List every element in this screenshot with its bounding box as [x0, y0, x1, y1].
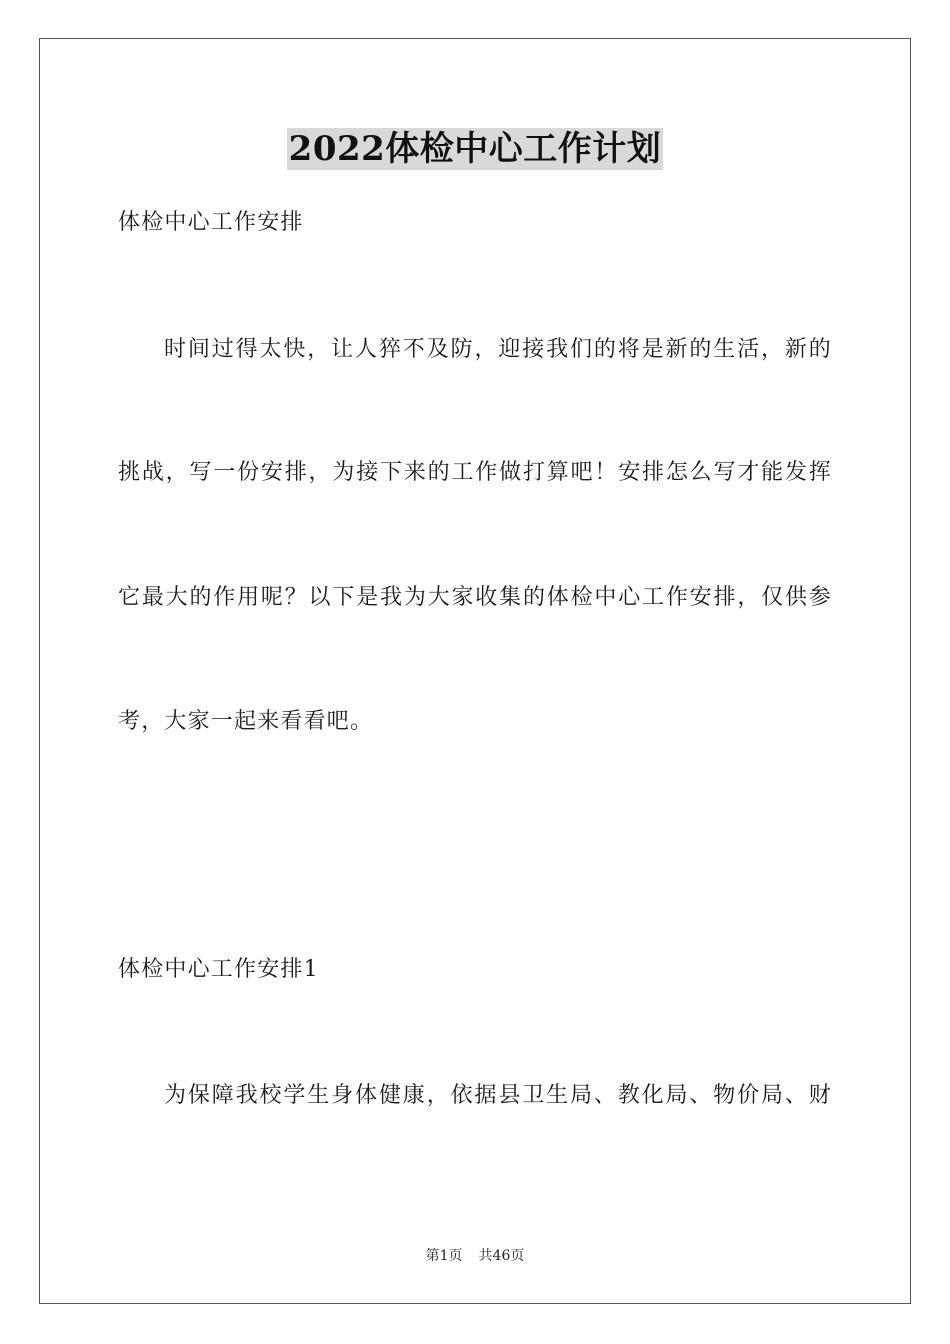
document-title: 2022体检中心工作计划: [288, 129, 662, 169]
page-footer: [0, 1246, 950, 1266]
page-number: 第1页: [425, 1248, 463, 1264]
title-container: [0, 128, 950, 170]
paragraph-line: 为保障我校学生身体健康，依据县卫生局、教化局、物价局、财: [164, 1083, 832, 1108]
section-heading: 体检中心工作安排: [118, 210, 304, 235]
paragraph-line: 考，大家一起来看看吧。: [118, 709, 374, 734]
page-total: 共46页: [478, 1248, 525, 1264]
paragraph-line: 时间过得太快，让人猝不及防，迎接我们的将是新的生活，新的: [164, 337, 832, 362]
paragraph-line: 它最大的作用呢？以下是我为大家收集的体检中心工作安排，仅供参: [118, 585, 832, 610]
section-heading: 体检中心工作安排1: [118, 957, 319, 982]
paragraph-line: 挑战，写一份安排，为接下来的工作做打算吧！安排怎么写才能发挥: [118, 460, 832, 485]
